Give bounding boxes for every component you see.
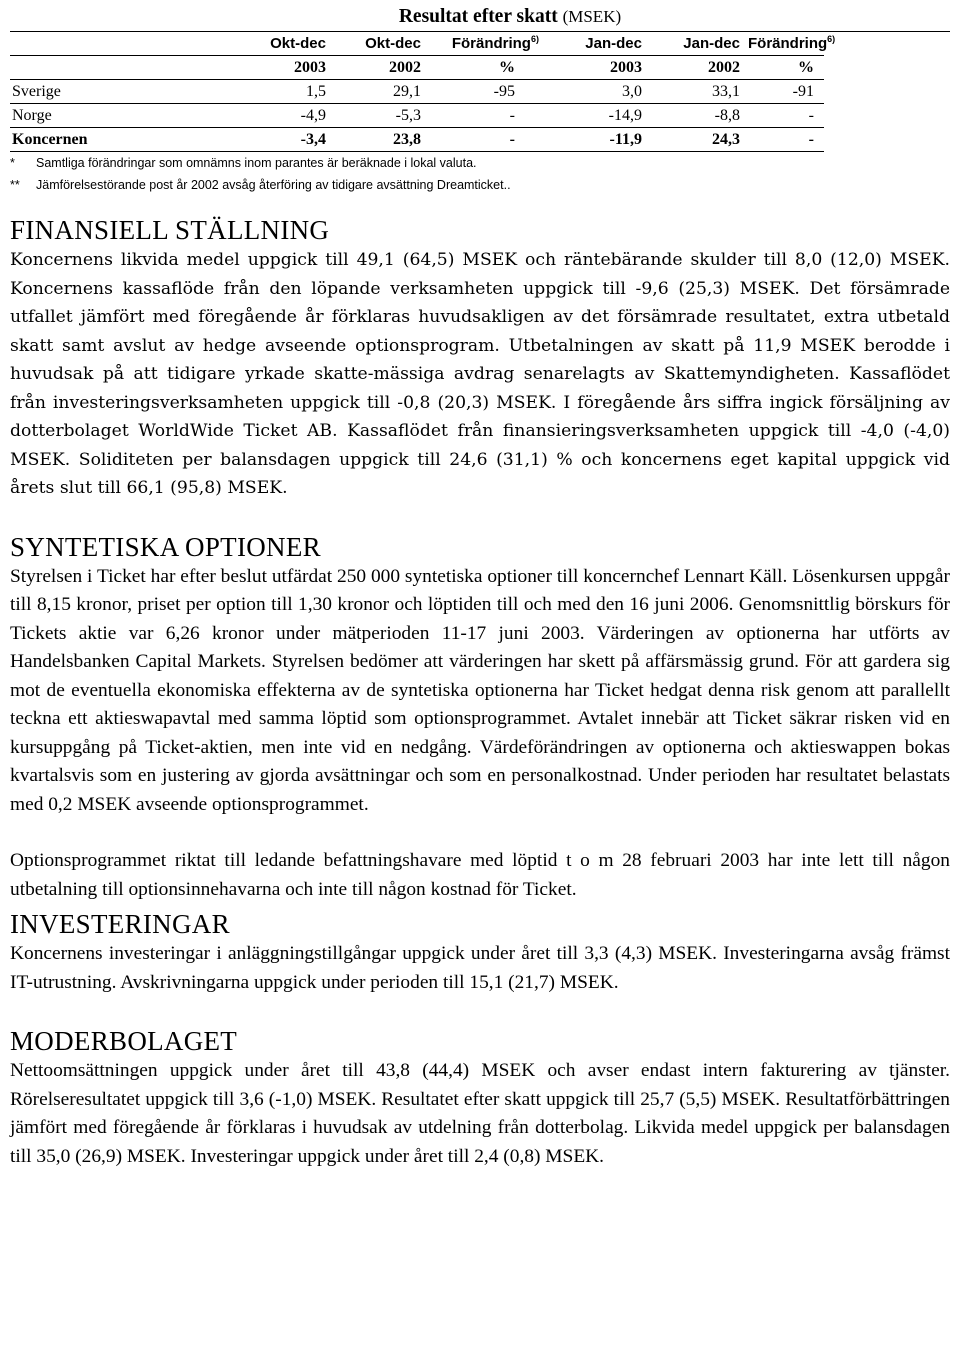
table-cell: -	[746, 128, 824, 152]
year-header: 2003	[545, 56, 648, 80]
table-cell: -91	[746, 80, 824, 104]
result-table	[10, 32, 836, 152]
col-header: Okt-dec	[240, 32, 332, 56]
section-heading: INVESTERINGAR	[10, 909, 230, 939]
row-label: Koncernen	[10, 128, 240, 152]
section-investeringar	[10, 908, 950, 997]
section-heading: SYNTETISKA OPTIONER	[10, 531, 321, 562]
table-year-row	[10, 56, 824, 80]
year-header: 2002	[332, 56, 427, 80]
table-cell: 3,0	[545, 80, 648, 104]
table-cell: -14,9	[545, 104, 648, 128]
section-heading: FINANSIELL STÄLLNING	[10, 215, 330, 245]
table-total-row	[10, 128, 824, 152]
section-text: Styrelsen i Ticket har efter beslut utfärdat 250 000 syntetiska optioner till koncernchef Lennart Käll. Lösenkursen uppgår till 8,15 kronor, priset per option till 1,30 kronor och löptiden till och med den 16 juni 2006. Genomsnittlig börskurs för Tickets aktie var 6,26 kronor under mätperioden 11-17 juni 2003. Värderingen av optionerna har utförts av Handelsbanken Capital Markets. Styrelsen bedömer att värderingen har skett på affärsmässig grund. För att gardera sig mot de eventuella ekonomiska effekterna av de syntetiska optionerna har Ticket hedgat denna risk genom att parallellt teckna ett aktieswapavtal med samma löptid som optionsprogrammet. Avtalet innebär att Ticket säkrar risken vid en kursuppgång på Ticket-aktien, men inte vid en nedgång. Värdeförändringen av optionerna och aktieswappen bokas kvartalsvis som en justering av gjorda avsättningar och som en personalkostnad. Under perioden har resultatet belastats med 0,2 MSEK avseende optionsprogrammet.	[10, 565, 950, 815]
section-syntetiska	[10, 531, 950, 905]
table-row	[10, 80, 824, 104]
table-cell: -4,9	[240, 104, 332, 128]
col-header: Okt-dec	[332, 32, 427, 56]
footnote-text: Samtliga förändringar som omnämns inom parantes är beräknade i lokal valuta.	[36, 156, 477, 170]
section-text: Koncernens investeringar i anläggningstillgångar uppgick under året till 3,3 (4,3) MSEK. Investeringarna avsåg främst IT-utrustning. Avskrivningarna uppgick under perioden till 15,1 (21,7) MSEK.	[10, 943, 950, 993]
table-title-text: Resultat efter skatt	[398, 6, 558, 27]
row-label: Sverige	[10, 80, 240, 104]
table-cell: 23,8	[332, 128, 427, 152]
table-cell: 29,1	[332, 80, 427, 104]
table-cell: -	[746, 104, 824, 128]
footnote-marker: **	[10, 178, 20, 192]
footnote	[10, 152, 950, 174]
table-title	[10, 4, 950, 32]
table-row	[10, 104, 824, 128]
section-text: Koncernens likvida medel uppgick till 49,1 (64,5) MSEK och räntebärande skulder till 8,0 (12,0) MSEK. Koncernens kassaflöde från den löpande verksamheten uppgick till -9,6 (25,3) MSEK. Det försämrade utfallet jämfört med föregående år förklaras huvudsakligen av det försämrade resultatet, extra utbetald skatt samt avslut av hedge avseende optionsprogram. Utbetalningen av skatt på 11,9 MSEK berodde i huvudsak på att tidigare yrkade skatte-mässiga avdrag senarelagts av Skattemyndigheten. Kassaflödet från investeringsverksamheten uppgick till -0,8 (20,3) MSEK. I föregående års siffra ingick försäljning av dotterbolaget WorldWide Ticket AB. Kassaflödet från finansieringsverksamheten uppgick till -4,0 (-4,0) MSEK. Soliditeten per balansdagen uppgick till 24,6 (31,1) % och koncernens eget kapital uppgick vid årets slut till 66,1 (95,8) MSEK.	[10, 250, 950, 498]
section-text: Nettoomsättningen uppgick under året till 43,8 (44,4) MSEK och avser endast intern fakturering av tjänster. Rörelseresultatet uppgick till 3,6 (-1,0) MSEK. Resultatet efter skatt uppgick till 25,7 (5,5) MSEK. Resultatförbättringen jämfört med föregående år förklaras i huvudsak av utdelning från dotterbolag. Likvida medel uppgick per balansdagen till 35,0 (26,9) MSEK. Investeringar uppgick under året till 2,4 (0,8) MSEK.	[10, 1060, 950, 1167]
col-header: Jan-dec	[545, 32, 648, 56]
document-page	[10, 4, 950, 1171]
table-cell: 1,5	[240, 80, 332, 104]
section-finansiell	[10, 214, 950, 503]
footnote	[10, 174, 950, 196]
col-header: Förändring$^{6)}$	[746, 32, 824, 56]
table-cell: 33,1	[648, 80, 746, 104]
footnote-text: Jämförelsestörande post år 2002 avsåg återföring av tidigare avsättning Dreamticket..	[36, 178, 511, 192]
footnote-marker: *	[10, 156, 15, 170]
col-header: Förändring$^{6)}$	[427, 32, 545, 56]
year-header: %	[746, 56, 824, 80]
table-cell: -11,9	[545, 128, 648, 152]
col-header: Jan-dec	[648, 32, 746, 56]
table-cell: -3,4	[240, 128, 332, 152]
year-header: 2002	[648, 56, 746, 80]
section-heading: MODERBOLAGET	[10, 1026, 238, 1056]
table-footnotes	[10, 152, 950, 196]
table-cell: -5,3	[332, 104, 427, 128]
row-label: Norge	[10, 104, 240, 128]
table-cell: -	[427, 104, 545, 128]
section-text-2: Optionsprogrammet riktat till ledande befattningshavare med löptid t o m 28 februari 2003 har inte lett till någon utbetalning till optionsinnehavarna och inte till någon kostnad för Ticket.	[10, 850, 950, 900]
year-header: %	[427, 56, 545, 80]
section-moderbolaget	[10, 1025, 950, 1171]
table-cell: -8,8	[648, 104, 746, 128]
table-cell: -	[427, 128, 545, 152]
table-header-row	[10, 32, 824, 56]
table-cell: 24,3	[648, 128, 746, 152]
table-unit: (MSEK)	[562, 7, 622, 26]
year-header: 2003	[240, 56, 332, 80]
table-cell: -95	[427, 80, 545, 104]
